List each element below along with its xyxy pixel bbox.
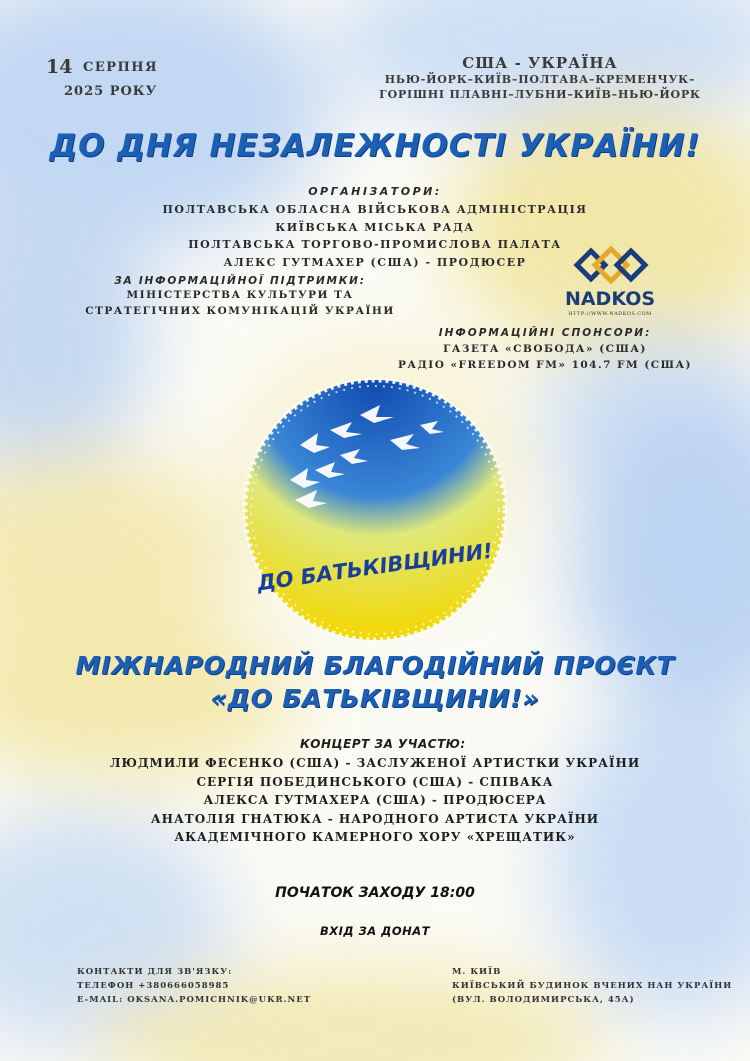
sponsors-list [360,341,730,373]
contacts-block [77,965,311,1007]
project-title [0,649,750,715]
performer-item: АКАДЕМІЧНОГО КАМЕРНОГО ХОРУ «ХРЕЩАТИК» [174,830,576,844]
venue-city: М. КИЇВ [452,967,502,977]
organizer-item: КИЇВСЬКА МІСЬКА РАДА [275,220,475,234]
venue-place: КИЇВСЬКИЙ БУДИНОК ВЧЕНИХ НАН УКРАЇНИ [452,981,733,991]
emblem-caption: ДО БАТЬКІВЩИНИ! [255,538,495,596]
venue-block [452,965,732,1007]
main-title: ДО ДНЯ НЕЗАЛЕЖНОСТІ УКРАЇНИ! [49,128,701,164]
route-line-2: ГОРІШНІ ПЛАВНІ–ЛУБНИ–КИЇВ–НЬЮ-ЙОРК [379,88,701,101]
logo-url: HTTP://WWW.NADKOS.COM [568,311,652,317]
info-support-item: СТРАТЕГІЧНИХ КОМУНІКАЦІЙ УКРАЇНИ [85,304,395,317]
performers-list [0,754,750,847]
performer-item: АЛЕКСА ГУТМАХЕРА (США) - ПРОДЮСЕРА [203,793,547,807]
venue-address: (ВУЛ. ВОЛОДИМИРСЬКА, 45А) [452,995,635,1005]
organizers-heading: ОРГАНІЗАТОРИ: [308,185,442,198]
sponsor-item: ГАЗЕТА «СВОБОДА» (США) [443,343,647,355]
entry-info: ВХІД ЗА ДОНАТ [319,924,431,938]
info-support-heading: ЗА ІНФОРМАЦІЙНОЇ ПІДТРИМКИ: [114,275,366,287]
info-support-item: МІНІСТЕРСТВА КУЛЬТУРИ ТА [126,289,354,301]
date-year: 2025 РОКУ [64,84,158,99]
date-day: 14 [46,56,73,78]
logo-name: NADKOS [564,288,656,310]
contacts-heading: КОНТАКТИ ДЛЯ ЗВ'ЯЗКУ: [77,967,233,977]
sponsors-heading: ІНФОРМАЦІЙНІ СПОНСОРИ: [438,327,652,339]
concert-heading: КОНЦЕРТ ЗА УЧАСТЮ: [300,737,466,751]
contact-email: E-MAIL: OKSANA.POMICHNIK@UKR.NET [77,995,312,1005]
info-support-list [65,288,415,319]
date-month: СЕРПНЯ [83,60,159,75]
emblem-caption-area [242,378,508,642]
organizer-item: ПОЛТАВСЬКА ОБЛАСНА ВІЙСЬКОВА АДМІНІСТРАЦІЯ [162,203,588,216]
project-title-line-1: МІЖНАРОДНИЙ БЛАГОДІЙНИЙ ПРОЄКТ [75,651,675,680]
nadkos-diamond-logo-icon [571,243,651,287]
project-title-line-2: «ДО БАТЬКІВЩИНИ!» [210,684,540,713]
organizer-item: АЛЕКС ГУТМАХЕР (США) - ПРОДЮСЕР [223,255,527,269]
organizer-item: ПОЛТАВСЬКА ТОРГОВО-ПРОМИСЛОВА ПАЛАТА [188,238,562,251]
start-time: ПОЧАТОК ЗАХОДУ 18:00 [275,885,475,901]
route-line-1: НЬЮ-ЙОРК–КИЇВ–ПОЛТАВА–КРЕМЕНЧУК– [384,73,696,86]
performer-item: АНАТОЛІЯ ГНАТЮКА - НАРОДНОГО АРТИСТА УКРАЇНИ [150,811,600,826]
contact-phone: ТЕЛЕФОН +380666058985 [77,981,230,991]
sponsor-item: РАДІО «FREEDOM FM» 104.7 FM (США) [398,359,692,371]
performer-item: ЛЮДМИЛИ ФЕСЕНКО (США) - ЗАСЛУЖЕНОЇ АРТИСТКИ УКРАЇНИ [109,756,641,770]
route-block [370,54,710,102]
performer-item: СЕРГІЯ ПОБЕДИНСЬКОГО (США) - СПІВАКА [196,774,554,789]
route-title: США - УКРАЇНА [462,54,618,72]
